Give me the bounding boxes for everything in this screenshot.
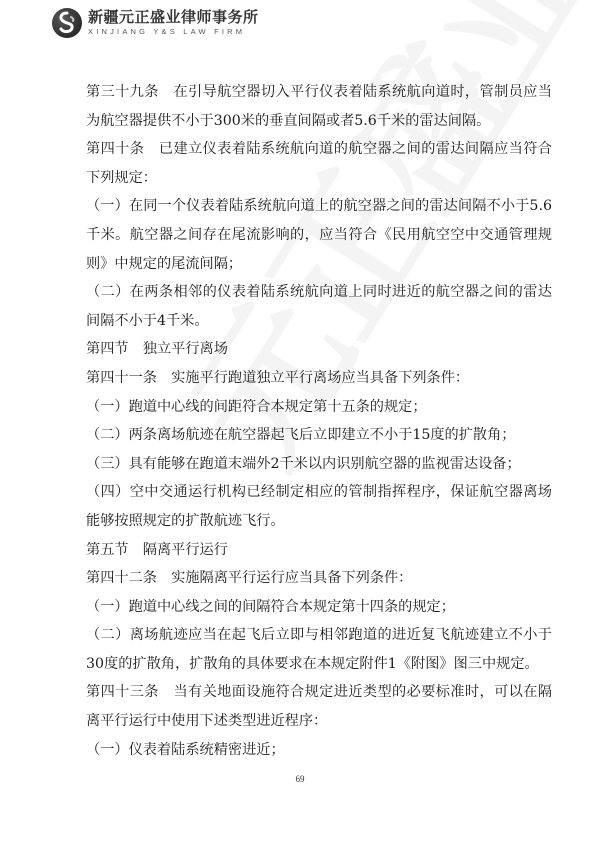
firm-logo-icon: [52, 8, 82, 38]
article-40: 第四十条 已建立仪表着陆系统航向道的航空器之间的雷达间隔应当符合下列规定：: [86, 141, 552, 186]
article-40-item-1: （一）在同一个仪表着陆系统航向道上的航空器之间的雷达间隔不小于5.6千米。航空器之间存在尾流影响的，应当符合《民用航空空中交通管理规则》中规定的尾流间隔；: [86, 198, 552, 272]
article-40-item-2: （二）在两条相邻的仪表着陆系统航向道上同时进近的航空器之间的雷达间隔不小于4千米。: [86, 284, 552, 329]
document-body: [86, 78, 552, 764]
page-number: 69: [295, 774, 305, 784]
article-42: 第四十二条 实施隔离平行运行应当具备下列条件：: [86, 570, 413, 587]
article-41-item-4: （四）空中交通运行机构已经制定相应的管制指挥程序，保证航空器离场能够按照规定的扩散航迹飞行。: [86, 484, 552, 529]
article-39: 第三十九条 在引导航空器切入平行仪表着陆系统航向道时，管制员应当为航空器提供不小于300米的垂直间隔或者5.6千米的雷达间隔。: [86, 84, 552, 129]
article-41-item-2: （二）两条离场航迹在航空器起飞后立即建立不小于15度的扩散角；: [86, 427, 516, 444]
firm-name-cn: 新疆元正盛业律师事务所: [88, 8, 259, 27]
article-41-item-1: （一）跑道中心线的间距符合本规定第十五条的规定；: [86, 398, 427, 415]
firm-name-en: XINJIANG Y&S LAW FIRM: [88, 27, 246, 37]
article-41-item-3: （三）具有能够在跑道末端外2千米以内识别航空器的监视雷达设备；: [86, 455, 521, 472]
section-5-heading: 第五节 隔离平行运行: [86, 541, 228, 558]
letterhead: [52, 6, 292, 40]
article-42-item-1: （一）跑道中心线之间的间隔符合本规定第十四条的规定；: [86, 598, 455, 615]
article-43-item-1: （一）仪表着陆系统精密进近；: [86, 741, 285, 758]
article-42-item-2: （二）离场航迹应当在起飞后立即与相邻跑道的进近复飞航迹建立不小于30度的扩散角，扩散角的具体要求在本规定附件1《附图》图三中规定。: [86, 627, 552, 672]
section-4-heading: 第四节 独立平行离场: [86, 341, 228, 358]
article-41: 第四十一条 实施平行跑道独立平行离场应当具备下列条件：: [86, 369, 470, 386]
article-43: 第四十三条 当有关地面设施符合规定进近类型的必要标准时，可以在隔离平行运行中使用下述类型进近程序：: [86, 684, 552, 730]
